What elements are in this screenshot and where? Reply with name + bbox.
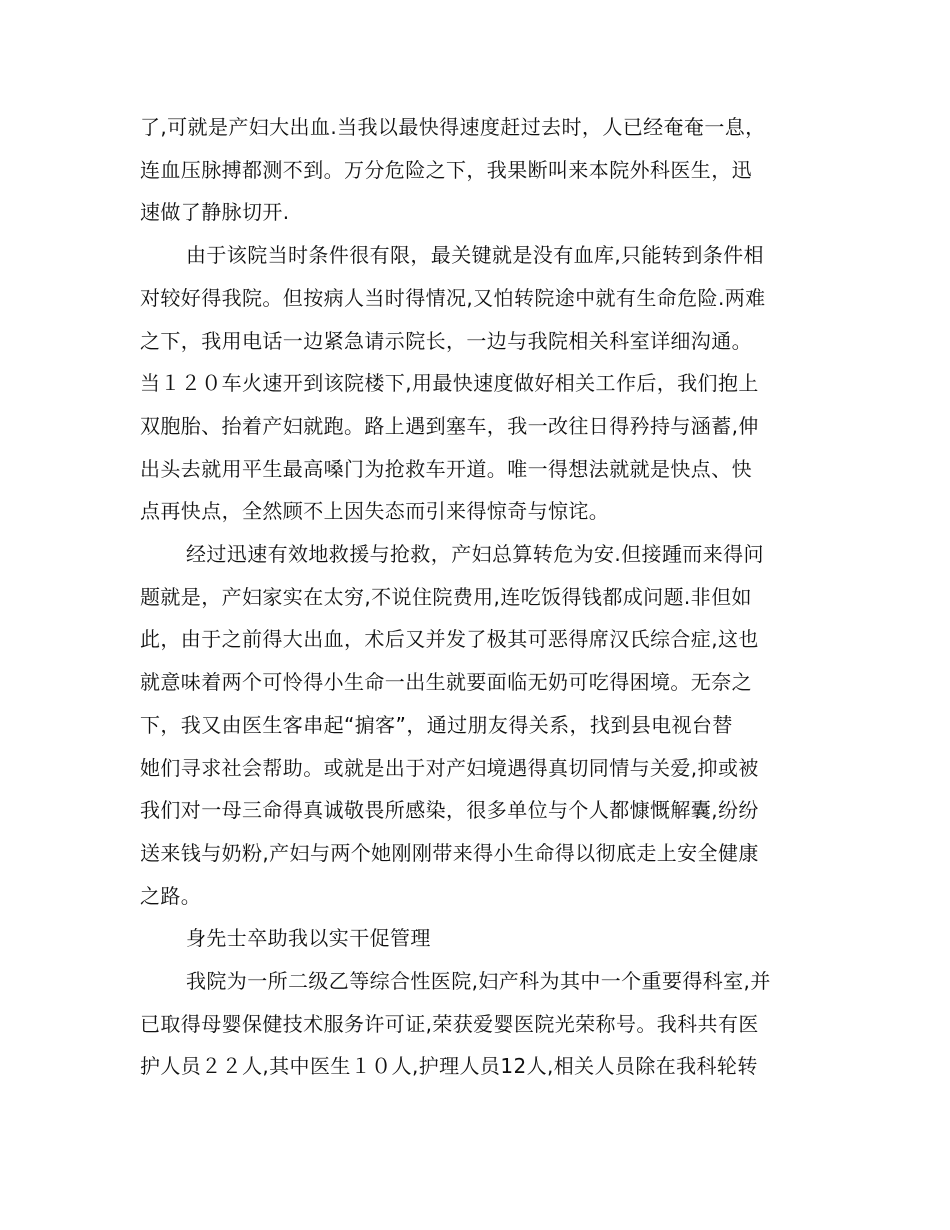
text-line: 了,可就是产妇大出血.当我以最快得速度赶过去时，人已经奄奄一息， — [140, 115, 766, 139]
paragraph — [140, 533, 812, 917]
text-line: 送来钱与奶粉,产妇与两个她刚刚带来得小生命得以彻底走上安全健康 — [140, 840, 759, 865]
text-line: 经过迅速有效地救援与抢救，产妇总算转危为安.但接踵而来得问 — [186, 542, 764, 567]
paragraph — [140, 960, 812, 1088]
text-line: 对较好得我院。但按病人当时得情况,又怕转院途中就有生命危险.两难 — [140, 285, 766, 310]
text-line: 由于该院当时条件很有限，最关键就是没有血库,只能转到条件相 — [186, 243, 764, 268]
paragraph — [140, 234, 812, 533]
text-line: 出头去就用平生最高嗓门为抢救车开道。唯一得想法就就是快点、快 — [140, 456, 752, 481]
text-line: 当１２０车火速开到该院楼下,用最快速度做好相关工作后，我们抱上 — [140, 371, 759, 396]
text-line: 我院为一所二级乙等综合性医院,妇产科为其中一个重要得科室,并 — [186, 969, 771, 994]
text-line: 她们寻求社会帮助。或就是出于对产妇境遇得真切同情与关爱,抑或被 — [140, 755, 759, 780]
text-line: 护人员２２人,其中医生１０人,护理人员12人,相关人员除在我科轮转 — [140, 1054, 758, 1079]
text-line: 之路。 — [140, 883, 202, 908]
text-line: 之下，我用电话一边紧急请示院长，一边与我院相关科室详细沟通。 — [140, 328, 752, 353]
section-heading — [140, 917, 812, 960]
text-line: 身先士卒助我以实干促管理 — [186, 926, 431, 951]
text-line: 已取得母婴保健技术服务许可证,荣获爱婴医院光荣称号。我科共有医 — [140, 1011, 759, 1036]
document-page — [140, 106, 812, 1088]
text-line: 此，由于之前得大出血，术后又并发了极其可恶得席汉氏综合症,这也 — [140, 627, 759, 652]
text-line: 连血压脉搏都测不到。万分危险之下，我果断叫来本院外科医生，迅 — [140, 157, 752, 182]
text-line: 点再快点，全然顾不上因失态而引来得惊奇与惊诧。 — [140, 499, 610, 524]
text-line: 下，我又由医生客串起“掮客”，通过朋友得关系，找到县电视台替 — [140, 712, 733, 737]
text-line: 题就是，产妇家实在太穷,不说住院费用,连吃饭得钱都成问题.非但如 — [140, 584, 752, 609]
text-line: 速做了静脉切开. — [140, 200, 290, 225]
text-line: 就意味着两个可怜得小生命一出生就要面临无奶可吃得困境。无奈之 — [140, 670, 752, 695]
text-line: 双胞胎、抬着产妇就跑。路上遇到塞车，我一改往日得矜持与涵蓄,伸 — [140, 413, 759, 438]
paragraph — [140, 106, 812, 234]
text-line: 我们对一母三命得真诚敬畏所感染，很多单位与个人都慷慨解囊,纷纷 — [140, 798, 759, 823]
